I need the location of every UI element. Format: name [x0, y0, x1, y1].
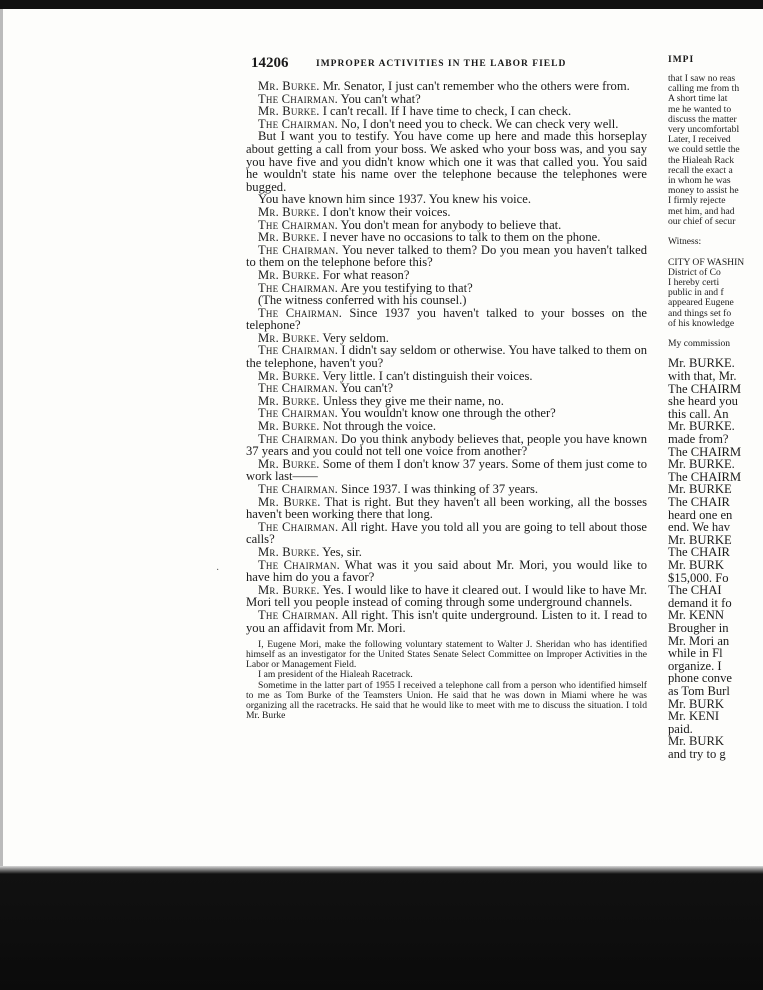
paragraph-text: Yes, sir. — [319, 544, 362, 559]
margin-marks: · — [216, 565, 220, 576]
testimony-paragraph — [246, 433, 647, 458]
paragraph-text: Are you testifying to that? — [338, 280, 473, 295]
testimony-paragraph — [246, 609, 647, 634]
adjacent-line: the Hialeah Rack — [668, 154, 735, 166]
adjacent-line: The CHAIRM — [668, 469, 742, 484]
speaker-witness: Mr. Burke. — [258, 330, 320, 345]
paragraph-text: Do you think anybody believes that, people you have known 37 years and you could not tell one voice from another? — [246, 431, 647, 459]
speaker-witness: Mr. Burke. — [258, 267, 320, 282]
adjacent-line: that I saw no reas — [668, 73, 736, 84]
adjacent-line: demand it fo — [668, 595, 732, 610]
testimony-paragraph — [246, 584, 647, 609]
adjacent-line: Brougher in — [668, 620, 729, 635]
paragraph-text: All right. This isn't quite underground. Listen to it. I read to you an affidavit from Mr. Mori. — [246, 607, 647, 635]
adjacent-line: CITY OF WASHIN — [668, 256, 745, 268]
adjacent-line: while in Fl — [668, 646, 723, 661]
paragraph-text: That is right. But they haven't all been working, all the bosses haven't been working there that long. — [246, 494, 647, 522]
speaker-witness: Mr. Burke. — [258, 79, 320, 93]
paragraph-text: You wouldn't know one through the other? — [338, 406, 556, 421]
adjacent-line: this call. An — [668, 406, 729, 421]
adjacent-line: end. We hav — [668, 520, 731, 535]
adjacent-line: The CHAIRM — [668, 444, 742, 459]
adjacent-line: met him, and had — [668, 205, 735, 217]
adjacent-line: Mr. BURKE — [668, 532, 732, 547]
adjacent-line: Mr. Mori an — [668, 633, 730, 648]
adjacent-line: discuss the matter — [668, 113, 737, 125]
speaker-chairman: The Chairman. — [258, 557, 340, 572]
speaker-witness: Mr. Burke. — [258, 544, 320, 559]
affidavit-paragraph: I am president of the Hialeah Racetrack. — [258, 669, 413, 681]
adjacent-line: in whom he was — [668, 175, 731, 187]
adjacent-line: money to assist he — [668, 185, 739, 197]
adjacent-line: I hereby certi — [668, 277, 720, 289]
testimony-paragraph: (The witness conferred with his counsel.) — [258, 293, 467, 308]
adjacent-line: Mr. BURKE — [668, 482, 732, 497]
paragraph-text: Not through the voice. — [319, 419, 437, 434]
paragraph-text: You can't what? — [338, 91, 421, 106]
adjacent-line: Mr. BURK — [668, 557, 724, 572]
speaker-witness: Mr. Burke. — [258, 582, 320, 597]
adjacent-line: we could settle the — [668, 144, 740, 156]
adjacent-line: Witness: — [668, 236, 702, 248]
running-head: IMPROPER ACTIVITIES IN THE LABOR FIELD — [316, 59, 567, 69]
adjacent-line: Mr. BURKE. — [668, 419, 735, 434]
speaker-chairman: The Chairman. — [258, 381, 338, 396]
speaker-chairman: The Chairman. — [258, 431, 339, 446]
speaker-witness: Mr. Burke. — [258, 419, 320, 434]
adjacent-line: very uncomfortabl — [668, 124, 740, 136]
paragraph-text: I didn't say seldom or otherwise. You have talked to them on the telephone, haven't you? — [246, 343, 647, 371]
paragraph-text: Since 1937. I was thinking of 37 years. — [338, 482, 539, 496]
scan-top-edge — [0, 0, 763, 9]
adjacent-line: as Tom Burl — [668, 683, 730, 698]
speaker-chairman: The Chairman. — [258, 343, 339, 358]
adjacent-line: and things set fo — [668, 307, 732, 319]
speaker-chairman: The Chairman. — [258, 305, 343, 320]
adjacent-line: Later, I received — [668, 134, 731, 146]
paragraph-text: I never have no occasions to talk to them on the phone. — [319, 230, 601, 245]
adjacent-line: recall the exact a — [668, 164, 733, 176]
testimony-paragraph — [246, 559, 647, 584]
adjacent-line: organize. I — [668, 658, 722, 673]
speaker-witness: Mr. Burke. — [258, 368, 320, 383]
adjacent-line: Mr. BURK — [668, 734, 724, 749]
adjacent-line: she heard you — [668, 394, 738, 409]
adjacent-line: public in and f — [668, 287, 724, 299]
adjacent-line: with that, Mr. — [668, 369, 737, 384]
speaker-witness: Mr. Burke. — [258, 230, 320, 245]
speaker-chairman: The Chairman. — [258, 91, 338, 106]
adjacent-line: calling me from th — [668, 83, 740, 95]
speaker-chairman: The Chairman. — [258, 242, 339, 257]
adjacent-line: and try to g — [668, 746, 726, 761]
testimony-paragraph: But I want you to testify. You have come up here and made this horseplay about getting a call from your boss. We asked who your boss was, and you say you have five and you didn't know which one it was that called you. You said he wouldn't state his name over the telephone because the telephones were bugged. — [246, 129, 647, 194]
adjacent-line: The CHAIR — [668, 495, 730, 510]
paragraph-text: You don't mean for anybody to believe that. — [338, 217, 562, 232]
paragraph-text: No, I don't need you to check. We can check very well. — [338, 116, 619, 131]
paragraph-text: Since 1937 you haven't talked to your bosses on the telephone? — [246, 305, 647, 333]
adjacent-line: our chief of secur — [668, 215, 736, 227]
adjacent-page-column — [668, 55, 763, 775]
paragraph-text: Yes. I would like to have it cleared out. I would like to have Mr. Mori tell you people instead of coming through some underground channels. — [246, 582, 647, 610]
testimony-paragraph: You have known him since 1937. You knew his voice. — [258, 192, 531, 207]
page-number: 14206 — [251, 55, 289, 71]
adjacent-line: $15,000. Fo — [668, 570, 729, 585]
testimony-paragraph — [246, 244, 647, 269]
paragraph-text: Some of them I don't know 37 years. Some of them just come to work last—— — [246, 456, 647, 484]
speaker-witness: Mr. Burke. — [258, 104, 320, 119]
paragraph-text: What was it you said about Mr. Mori, you would like to have him do you a favor? — [246, 557, 647, 585]
testimony-column — [246, 80, 647, 721]
adjacent-line: Mr. BURKE. — [668, 356, 735, 371]
adjacent-line: I firmly rejecte — [668, 195, 726, 207]
testimony-paragraph — [246, 307, 647, 332]
testimony-paragraph — [246, 496, 647, 521]
testimony-paragraph — [246, 521, 647, 546]
adjacent-line: phone conve — [668, 671, 732, 686]
adjacent-line: paid. — [668, 721, 693, 736]
adjacent-line: made from? — [668, 432, 729, 447]
adjacent-line: Mr. KENN — [668, 608, 724, 623]
adjacent-line: Mr. BURK — [668, 696, 724, 711]
adjacent-line: My commission — [668, 338, 731, 350]
adjacent-line: The CHAI — [668, 583, 722, 598]
paragraph-text: Unless they give me their name, no. — [319, 393, 504, 408]
speaker-witness: Mr. Burke. — [258, 494, 321, 509]
speaker-chairman: The Chairman. — [258, 482, 338, 496]
paragraph-text: You can't? — [338, 381, 394, 396]
page-header — [251, 55, 651, 75]
paragraph-text: I don't know their voices. — [319, 204, 451, 219]
adjacent-line: Mr. KENI — [668, 709, 720, 724]
adjacent-line: heard one en — [668, 507, 733, 522]
speaker-witness: Mr. Burke. — [258, 456, 320, 471]
adjacent-line: The CHAIR — [668, 545, 730, 560]
adjacent-line: of his knowledge — [668, 317, 735, 329]
speaker-chairman: The Chairman. — [258, 280, 338, 295]
speaker-chairman: The Chairman. — [258, 519, 339, 534]
adjacent-line: The CHAIRM — [668, 381, 742, 396]
speaker-witness: Mr. Burke. — [258, 393, 320, 408]
speaker-chairman: The Chairman. — [258, 607, 339, 622]
adjacent-line: District of Co — [668, 266, 721, 278]
speaker-chairman: The Chairman. — [258, 406, 338, 421]
speaker-witness: Mr. Burke. — [258, 204, 320, 219]
paragraph-text: Very seldom. — [319, 330, 389, 345]
affidavit-paragraph: Sometime in the latter part of 1955 I received a telephone call from a person who identified himself to me as Tom Burke of the Teamsters Union. He said that he was down in Miami where he was organizing all the racetracks. He said that he would like to meet with me to discuss the situation. I told Mr. Burke — [246, 679, 647, 721]
affidavit-paragraph: I, Eugene Mori, make the following voluntary statement to Walter J. Sheridan who has identified himself as an investigator for the United States Senate Select Committee on Improper Activities in the Labor or Management Field. — [246, 639, 647, 671]
testimony-paragraph — [246, 344, 647, 369]
paragraph-text: All right. Have you told all you are going to tell about those calls? — [246, 519, 647, 547]
paragraph-text: Very little. I can't distinguish their voices. — [319, 368, 533, 383]
scan-bottom-shadow — [0, 866, 763, 990]
scan-left-shadow — [0, 9, 3, 869]
paragraph-text: Mr. Senator, I just can't remember who the others were from. — [319, 79, 630, 93]
adjacent-running-head: IMPI — [668, 55, 695, 65]
adjacent-line: Mr. BURKE. — [668, 457, 735, 472]
speaker-chairman: The Chairman. — [258, 116, 338, 131]
speaker-chairman: The Chairman. — [258, 217, 338, 232]
adjacent-line: appeared Eugene — [668, 297, 734, 309]
paragraph-text: You never talked to them? Do you mean you haven't talked to them on the telephone before this? — [246, 242, 647, 270]
paragraph-text: I can't recall. If I have time to check, I can check. — [319, 104, 572, 119]
testimony-paragraph — [246, 458, 647, 483]
adjacent-line: A short time lat — [668, 93, 728, 105]
adjacent-line: me he wanted to — [668, 103, 732, 115]
paragraph-text: For what reason? — [319, 267, 410, 282]
